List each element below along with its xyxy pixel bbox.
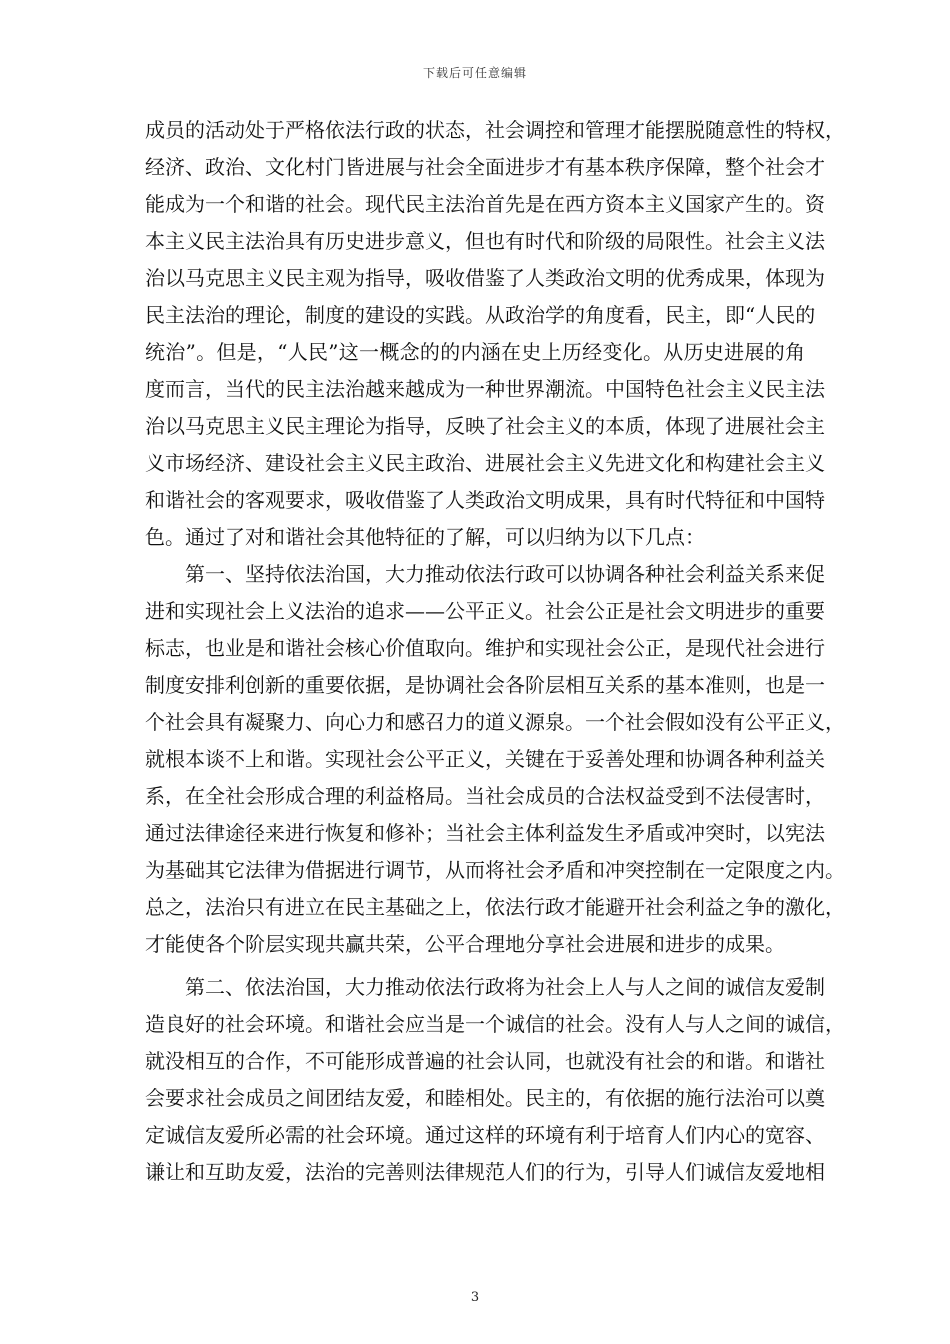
text-line: 谦让和互助友爱，法治的完善则法律规范人们的行为，引导人们诚信友爱地相 <box>145 1160 825 1184</box>
text-line: 色。通过了对和谐社会其他特征的了解，可以归纳为以下几点： <box>145 525 705 549</box>
text-line: 通过法律途径来进行恢复和修补；当社会主体利益发生矛盾或冲突时，以宪法 <box>145 821 825 845</box>
document-body <box>145 112 845 1191</box>
text-line: 能成为一个和谐的社会。现代民主法治首先是在西方资本主义国家产生的。资 <box>145 192 825 216</box>
text-line: 为基础其它法律为借据进行调节，从而将社会矛盾和冲突控制在一定限度之内。 <box>145 858 845 882</box>
text-line: 就没相互的合作，不可能形成普遍的社会认同，也就没有社会的和谐。和谐社 <box>145 1049 825 1073</box>
page-number: 3 <box>470 1290 480 1305</box>
text-line: 治以马克思主义民主观为指导，吸收借鉴了人类政治文明的优秀成果，体现为 <box>145 266 825 290</box>
text-line: 会要求社会成员之间团结友爱，和睦相处。民主的，有依据的施行法治可以奠 <box>145 1086 825 1110</box>
text-line: 民主法治的理论，制度的建设的实践。从政治学的角度看，民主，即“人民的 <box>145 303 816 327</box>
text-line: 系，在全社会形成合理的利益格局。当社会成员的合法权益受到不法侵害时， <box>145 784 825 808</box>
text-line: 就根本谈不上和谐。实现社会公平正义，关键在于妥善处理和协调各种利益关 <box>145 747 825 771</box>
text-line: 进和实现社会上义法治的追求——公平正义。社会公正是社会文明进步的重要 <box>145 599 825 623</box>
text-line: 经济、政治、文化村门皆进展与社会全面进步才有基本秩序保障，整个社会才 <box>145 155 825 179</box>
text-line: 造良好的社会环境。和谐社会应当是一个诚信的社会。没有人与人之间的诚信， <box>145 1012 845 1036</box>
text-line: 统治”。但是，“人民”这一概念的的内涵在史上历经变化。从历史进展的角 <box>145 340 805 364</box>
text-line: 治以马克思主义民主理论为指导，反映了社会主义的本质，体现了进展社会主 <box>145 414 825 438</box>
text-line: 定诚信友爱所必需的社会环境。通过这样的环境有利于培育人们内心的宽容、 <box>145 1123 825 1147</box>
text-line: 个社会具有凝聚力、向心力和感召力的道义源泉。一个社会假如没有公平正义， <box>145 710 845 734</box>
text-line: 制度安排利创新的重要依据，是协调社会各阶层相互关系的基本准则，也是一 <box>145 673 825 697</box>
paragraph <box>145 112 845 556</box>
text-line: 成员的活动处于严格依法行政的状态，社会调控和管理才能摆脱随意性的特权， <box>145 118 845 142</box>
text-line: 第二、依法治国，大力推动依法行政将为社会上人与人之间的诚信友爱制 <box>145 975 825 999</box>
text-line: 义市场经济、建设社会主义民主政治、进展社会主义先进文化和构建社会主义 <box>145 451 825 475</box>
text-line: 本主义民主法治具有历史进步意义，但也有时代和阶级的局限性。社会主义法 <box>145 229 825 253</box>
text-line: 第一、坚持依法治国，大力推动依法行政可以协调各种社会利益关系来促 <box>145 562 825 586</box>
text-line: 度而言，当代的民主法治越来越成为一种世界潮流。中国特色社会主义民主法 <box>145 377 825 401</box>
text-line: 才能使各个阶层实现共赢共荣，公平合理地分享社会进展和进步的成果。 <box>145 932 785 956</box>
paragraph <box>145 969 845 1191</box>
text-line: 总之，法治只有进立在民主基础之上，依法行政才能避开社会利益之争的激化， <box>145 895 845 919</box>
paragraph <box>145 556 845 963</box>
page-header-note: 下载后可任意编辑 <box>422 66 527 80</box>
text-line: 和谐社会的客观要求，吸收借鉴了人类政治文明成果，具有时代特征和中国特 <box>145 488 825 512</box>
text-line: 标志，也业是和谐社会核心价值取向。维护和实现社会公正，是现代社会进行 <box>145 636 825 660</box>
